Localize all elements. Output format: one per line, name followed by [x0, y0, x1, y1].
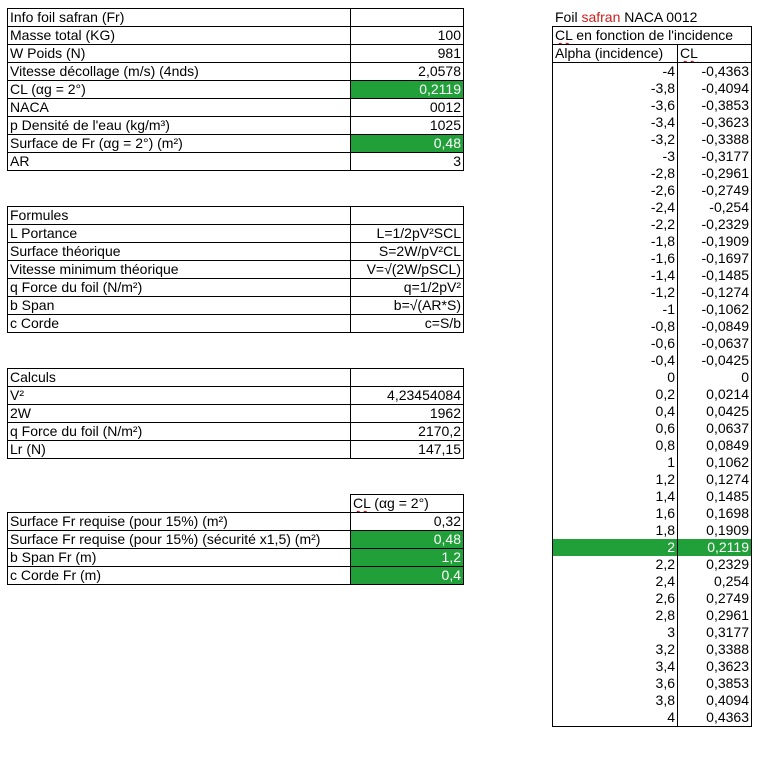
naca-subtitle: CL en fonction de l'incidence — [553, 27, 752, 45]
info-value: 981 — [351, 45, 464, 63]
naca-cl-cell: 0,3853 — [678, 675, 752, 692]
naca-cl-cell: 0,0214 — [678, 386, 752, 403]
calculs-label: q Force du foil (N/m²) — [8, 423, 351, 441]
calculs-value: 2170,2 — [351, 423, 464, 441]
requis-row — [8, 531, 464, 549]
calculs-label: Lr (N) — [8, 441, 351, 459]
naca-cl-cell: 0,3177 — [678, 624, 752, 641]
requis-header: CL (αg = 2°) — [351, 495, 464, 513]
naca-title-suffix: NACA 0012 — [620, 9, 698, 25]
naca-row — [553, 250, 752, 267]
info-row — [8, 117, 464, 135]
naca-cl-cell: 0,3388 — [678, 641, 752, 658]
naca-alpha-cell: 1,2 — [553, 471, 678, 488]
naca-alpha-cell: -2,8 — [553, 165, 678, 182]
naca-title-prefix: Foil — [555, 9, 582, 25]
naca-alpha-cell: 3,8 — [553, 692, 678, 709]
naca-alpha-cell: 0,4 — [553, 403, 678, 420]
naca-cl-cell: 0,0849 — [678, 437, 752, 454]
calculs-label: V² — [8, 387, 351, 405]
requis-label: Surface Fr requise (pour 15%) (m²) — [8, 513, 351, 531]
naca-cl-cell: -0,3388 — [678, 131, 752, 148]
calculs-table — [7, 368, 464, 459]
naca-cl-cell: -0,3623 — [678, 114, 752, 131]
info-value: 0,48 — [351, 135, 464, 153]
info-row — [8, 153, 464, 171]
requis-label: Surface Fr requise (pour 15%) (sécurité x1,5) (m²) — [8, 531, 351, 549]
naca-cl-cell: -0,2961 — [678, 165, 752, 182]
naca-alpha-cell: 0 — [553, 369, 678, 386]
requis-value: 0,48 — [351, 531, 464, 549]
naca-row — [553, 216, 752, 233]
naca-cl-cell: -0,1485 — [678, 267, 752, 284]
naca-alpha-cell: -4 — [553, 63, 678, 81]
naca-cl-cell: 0,4363 — [678, 709, 752, 727]
info-value: 1025 — [351, 117, 464, 135]
info-label: NACA — [8, 99, 351, 117]
info-label: p Densité de l'eau (kg/m³) — [8, 117, 351, 135]
naca-alpha-cell: -2,4 — [553, 199, 678, 216]
naca-cl-cell: -0,2329 — [678, 216, 752, 233]
info-table — [7, 8, 464, 171]
naca-cl-cell: 0,1909 — [678, 522, 752, 539]
naca-alpha-cell: -0,4 — [553, 352, 678, 369]
naca-row — [553, 539, 752, 556]
naca-alpha-cell: -1 — [553, 301, 678, 318]
calculs-row — [8, 405, 464, 423]
naca-row — [553, 437, 752, 454]
info-label: Surface de Fr (αg = 2°) (m²) — [8, 135, 351, 153]
info-value: 3 — [351, 153, 464, 171]
requis-row — [8, 513, 464, 531]
naca-alpha-cell: 0,8 — [553, 437, 678, 454]
formules-value: V=√(2W/pSCL) — [351, 261, 464, 279]
info-row — [8, 135, 464, 153]
requis-label: b Span Fr (m) — [8, 549, 351, 567]
naca-cl-cell: 0,1485 — [678, 488, 752, 505]
naca-alpha-cell: 3 — [553, 624, 678, 641]
naca-cl-cell: -0,1274 — [678, 284, 752, 301]
naca-alpha-cell: 1 — [553, 454, 678, 471]
naca-cl-cell: 0,2961 — [678, 607, 752, 624]
naca-row — [553, 709, 752, 727]
naca-row — [553, 573, 752, 590]
formules-row — [8, 279, 464, 297]
info-value: 0012 — [351, 99, 464, 117]
naca-cl-cell: 0,2329 — [678, 556, 752, 573]
requis-label: c Corde Fr (m) — [8, 567, 351, 585]
naca-row — [553, 522, 752, 539]
naca-cl-cell: 0 — [678, 369, 752, 386]
naca-row — [553, 165, 752, 182]
naca-row — [553, 131, 752, 148]
formules-row — [8, 315, 464, 333]
naca-row — [553, 182, 752, 199]
naca-row — [553, 369, 752, 386]
naca-row — [553, 658, 752, 675]
naca-alpha-cell: -1,8 — [553, 233, 678, 250]
info-row — [8, 63, 464, 81]
info-value: 0,2119 — [351, 81, 464, 99]
requis-table — [7, 494, 464, 585]
naca-alpha-cell: -3,6 — [553, 97, 678, 114]
naca-row — [553, 624, 752, 641]
naca-col-alpha: Alpha (incidence) — [553, 45, 678, 63]
naca-row — [553, 590, 752, 607]
info-value: 2,0578 — [351, 63, 464, 81]
requis-header-row — [8, 495, 464, 513]
info-row — [8, 45, 464, 63]
formules-title-empty — [351, 207, 464, 225]
info-title: Info foil safran (Fr) — [8, 9, 351, 27]
naca-title — [555, 9, 697, 25]
naca-row — [553, 675, 752, 692]
formules-label: L Portance — [8, 225, 351, 243]
info-label: W Poids (N) — [8, 45, 351, 63]
naca-alpha-cell: -1,2 — [553, 284, 678, 301]
naca-header-row — [553, 45, 752, 63]
info-value: 100 — [351, 27, 464, 45]
naca-row — [553, 284, 752, 301]
naca-row — [553, 403, 752, 420]
naca-cl-cell: -0,4094 — [678, 80, 752, 97]
naca-cl-cell: -0,1697 — [678, 250, 752, 267]
naca-subtitle-row — [553, 27, 752, 45]
formules-value: L=1/2pV²SCL — [351, 225, 464, 243]
naca-row — [553, 692, 752, 709]
naca-alpha-cell: -2,2 — [553, 216, 678, 233]
naca-row — [553, 386, 752, 403]
calculs-value: 1962 — [351, 405, 464, 423]
naca-alpha-cell: -0,8 — [553, 318, 678, 335]
naca-row — [553, 641, 752, 658]
naca-alpha-cell: -3,4 — [553, 114, 678, 131]
naca-alpha-cell: -1,6 — [553, 250, 678, 267]
naca-title-red: safran — [581, 9, 621, 25]
naca-row — [553, 267, 752, 284]
formules-table — [7, 206, 464, 333]
requis-row — [8, 549, 464, 567]
naca-row — [553, 114, 752, 131]
naca-cl-cell: -0,254 — [678, 199, 752, 216]
requis-value: 0,4 — [351, 567, 464, 585]
info-label: CL (αg = 2°) — [8, 81, 351, 99]
formules-row — [8, 243, 464, 261]
naca-row — [553, 454, 752, 471]
naca-alpha-cell: -2,6 — [553, 182, 678, 199]
naca-cl-cell: 0,4094 — [678, 692, 752, 709]
naca-row — [553, 97, 752, 114]
naca-cl-cell: 0,2749 — [678, 590, 752, 607]
naca-row — [553, 556, 752, 573]
formules-row — [8, 261, 464, 279]
formules-value: c=S/b — [351, 315, 464, 333]
naca-alpha-cell: -3 — [553, 148, 678, 165]
naca-cl-cell: 0,0637 — [678, 420, 752, 437]
naca-alpha-cell: 2 — [553, 539, 678, 556]
naca-cl-cell: -0,3177 — [678, 148, 752, 165]
info-row — [8, 81, 464, 99]
naca-alpha-cell: 0,2 — [553, 386, 678, 403]
formules-title: Formules — [8, 207, 351, 225]
requis-value: 0,32 — [351, 513, 464, 531]
formules-value: q=1/2pV² — [351, 279, 464, 297]
info-label: Vitesse décollage (m/s) (4nds) — [8, 63, 351, 81]
naca-alpha-cell: 3,2 — [553, 641, 678, 658]
naca-cl-cell: -0,3853 — [678, 97, 752, 114]
naca-alpha-cell: 4 — [553, 709, 678, 727]
naca-alpha-cell: 2,6 — [553, 590, 678, 607]
naca-cl-cell: 0,254 — [678, 573, 752, 590]
calculs-row — [8, 423, 464, 441]
naca-row — [553, 505, 752, 522]
naca-row — [553, 148, 752, 165]
requis-row — [8, 567, 464, 585]
naca-cl-cell: -0,1062 — [678, 301, 752, 318]
naca-cl-cell: 0,1062 — [678, 454, 752, 471]
formules-label: Vitesse minimum théorique — [8, 261, 351, 279]
naca-row — [553, 471, 752, 488]
formules-row — [8, 297, 464, 315]
requis-header-empty — [8, 495, 351, 513]
naca-alpha-cell: -0,6 — [553, 335, 678, 352]
naca-alpha-cell: 0,6 — [553, 420, 678, 437]
naca-cl-cell: -0,0425 — [678, 352, 752, 369]
calculs-title-row — [8, 369, 464, 387]
formules-label: Surface théorique — [8, 243, 351, 261]
naca-cl-cell: -0,0637 — [678, 335, 752, 352]
calculs-title-empty — [351, 369, 464, 387]
naca-row — [553, 233, 752, 250]
naca-cl-cell: 0,2119 — [678, 539, 752, 556]
naca-row — [553, 301, 752, 318]
info-title-empty — [351, 9, 464, 27]
naca-row — [553, 488, 752, 505]
naca-row — [553, 420, 752, 437]
requis-value: 1,2 — [351, 549, 464, 567]
naca-alpha-cell: 1,4 — [553, 488, 678, 505]
naca-cl-cell: -0,0849 — [678, 318, 752, 335]
naca-cl-cell: -0,1909 — [678, 233, 752, 250]
calculs-value: 4,23454084 — [351, 387, 464, 405]
naca-col-cl: CL — [678, 45, 752, 63]
naca-row — [553, 80, 752, 97]
naca-cl-cell: 0,3623 — [678, 658, 752, 675]
naca-cl-cell: 0,1698 — [678, 505, 752, 522]
formules-label: b Span — [8, 297, 351, 315]
naca-row — [553, 352, 752, 369]
naca-row — [553, 63, 752, 81]
naca-cl-cell: -0,2749 — [678, 182, 752, 199]
info-label: Masse total (KG) — [8, 27, 351, 45]
naca-table — [552, 26, 752, 727]
naca-row — [553, 318, 752, 335]
naca-alpha-cell: 3,6 — [553, 675, 678, 692]
info-label: AR — [8, 153, 351, 171]
naca-alpha-cell: 2,2 — [553, 556, 678, 573]
info-row — [8, 99, 464, 117]
calculs-row — [8, 387, 464, 405]
calculs-title: Calculs — [8, 369, 351, 387]
formules-label: q Force du foil (N/m²) — [8, 279, 351, 297]
formules-title-row — [8, 207, 464, 225]
naca-alpha-cell: 1,6 — [553, 505, 678, 522]
formules-row — [8, 225, 464, 243]
naca-alpha-cell: 2,4 — [553, 573, 678, 590]
info-title-row — [8, 9, 464, 27]
naca-alpha-cell: 3,4 — [553, 658, 678, 675]
naca-cl-cell: -0,4363 — [678, 63, 752, 81]
naca-row — [553, 607, 752, 624]
calculs-label: 2W — [8, 405, 351, 423]
info-row — [8, 27, 464, 45]
naca-alpha-cell: -1,4 — [553, 267, 678, 284]
naca-row — [553, 335, 752, 352]
naca-alpha-cell: 1,8 — [553, 522, 678, 539]
naca-cl-cell: 0,1274 — [678, 471, 752, 488]
naca-alpha-cell: -3,2 — [553, 131, 678, 148]
naca-cl-cell: 0,0425 — [678, 403, 752, 420]
formules-value: b=√(AR*S) — [351, 297, 464, 315]
naca-alpha-cell: 2,8 — [553, 607, 678, 624]
calculs-row — [8, 441, 464, 459]
naca-row — [553, 199, 752, 216]
formules-value: S=2W/pV²CL — [351, 243, 464, 261]
formules-label: c Corde — [8, 315, 351, 333]
calculs-value: 147,15 — [351, 441, 464, 459]
naca-alpha-cell: -3,8 — [553, 80, 678, 97]
